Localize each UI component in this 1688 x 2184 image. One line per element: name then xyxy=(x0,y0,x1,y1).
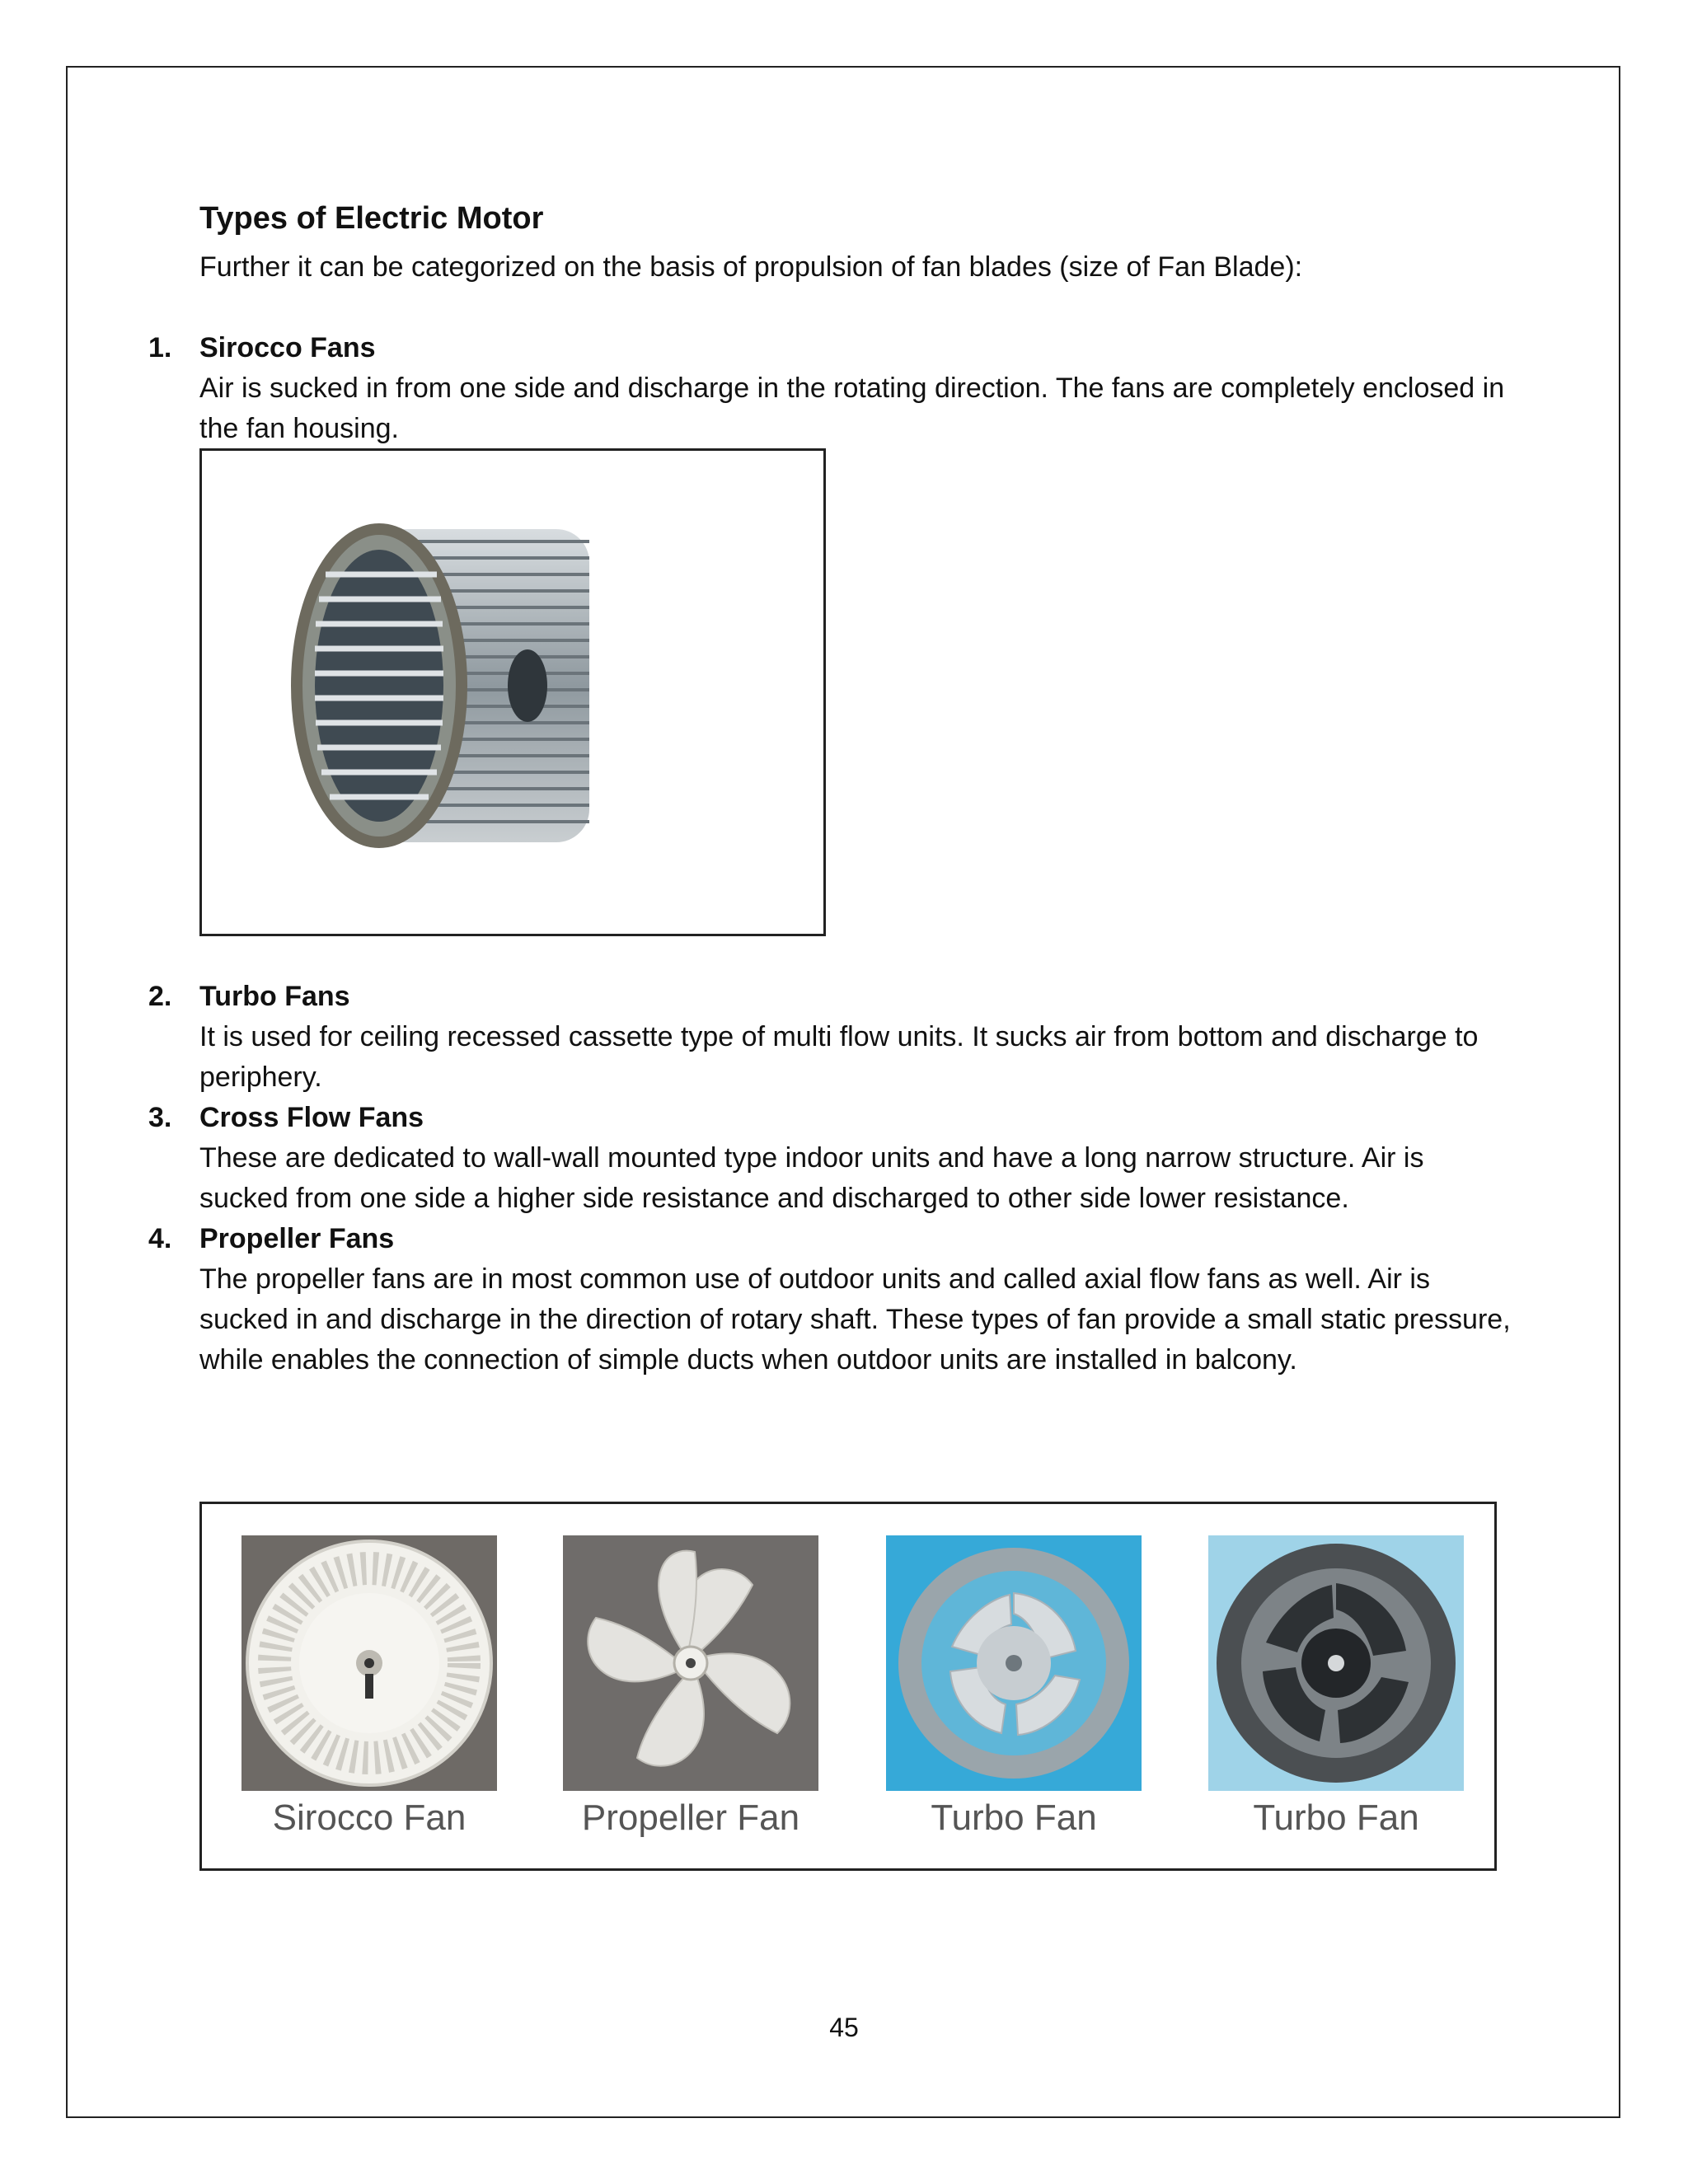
sirocco-fan-thumbnail xyxy=(241,1535,497,1791)
sirocco-fan-figure xyxy=(199,448,826,936)
item-description: These are dedicated to wall-wall mounted type indoor units and have a long narrow structure. Air is sucked from one side a higher side resistance and discharged to other side lower resistance. xyxy=(199,1142,1424,1214)
page-number: 45 xyxy=(829,2013,859,2042)
section-heading: Types of Electric Motor xyxy=(199,201,544,236)
item-number: 3. xyxy=(148,1102,172,1133)
list-item-turbo xyxy=(148,977,1518,1098)
sirocco-fan-image xyxy=(202,451,823,934)
item-number: 2. xyxy=(148,981,172,1012)
fan-label: Turbo Fan xyxy=(931,1797,1097,1838)
item-title: Turbo Fans xyxy=(199,981,350,1012)
item-description: The propeller fans are in most common use of outdoor units and called axial flow fans as well. Air is sucked in and discharge in the direction of rotary shaft. These types of fan provide a small static pressure, while enables the connection of simple ducts when outdoor units are installed in balcony. xyxy=(199,1263,1511,1376)
turbo-fan-thumbnail-dark xyxy=(1208,1535,1464,1791)
item-description: It is used for ceiling recessed cassette type of multi flow units. It sucks air from bottom and discharge to periphery. xyxy=(199,1021,1479,1093)
item-description: Air is sucked in from one side and discharge in the rotating direction. The fans are completely enclosed in the fan housing. xyxy=(199,373,1505,444)
list-item-sirocco xyxy=(148,328,1518,449)
item-title: Sirocco Fans xyxy=(199,332,376,363)
item-number: 4. xyxy=(148,1223,172,1254)
fan-label: Turbo Fan xyxy=(1253,1797,1419,1838)
list-item-cross-flow xyxy=(148,1098,1518,1219)
list-item-propeller xyxy=(148,1219,1518,1380)
item-title: Propeller Fans xyxy=(199,1223,395,1254)
list-items-2-4 xyxy=(148,977,1518,1380)
item-number: 1. xyxy=(148,332,172,363)
item-title: Cross Flow Fans xyxy=(199,1102,424,1133)
turbo-fan-thumbnail-light xyxy=(886,1535,1142,1791)
fan-label: Propeller Fan xyxy=(581,1797,800,1838)
fan-label: Sirocco Fan xyxy=(272,1797,467,1838)
fan-types-figure xyxy=(199,1502,1497,1871)
propeller-fan-thumbnail xyxy=(563,1535,818,1791)
intro-text: Further it can be categorized on the basis of propulsion of fan blades (size of Fan Blade): xyxy=(199,251,1303,283)
